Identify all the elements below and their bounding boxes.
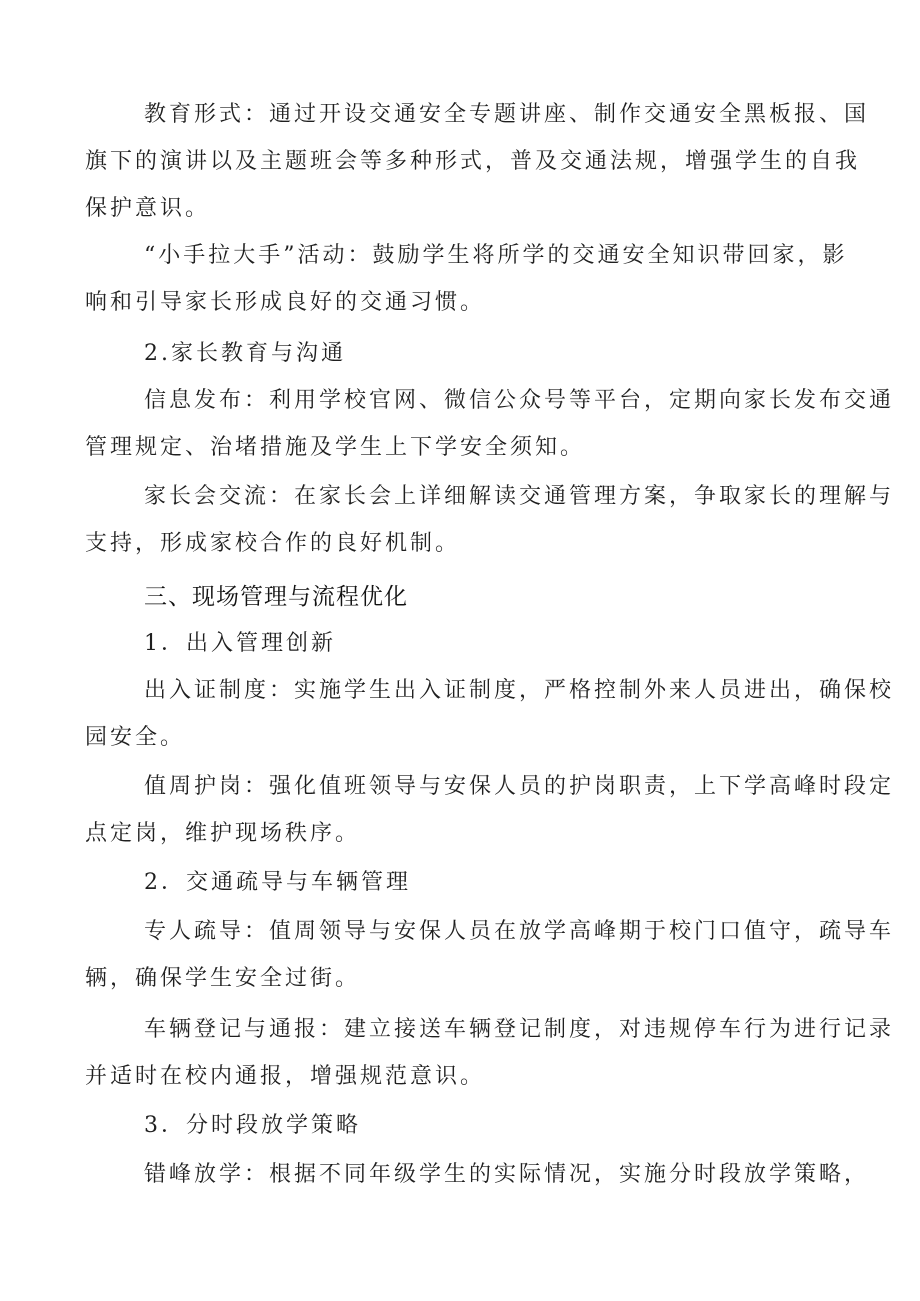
subsection-title-traffic-guidance: 2．交通疏导与车辆管理 (144, 870, 411, 895)
paragraph-dedicated-guidance-line-2: 辆，确保学生安全过街。 (85, 966, 361, 991)
paragraph-duty-guard-line-1: 值周护岗：强化值班领导与安保人员的护岗职责，上下学高峰时段定 (144, 774, 895, 799)
subsection-title-parent-education: 2.家长教育与沟通 (144, 341, 346, 366)
paragraph-access-pass-line-1: 出入证制度：实施学生出入证制度，严格控制外来人员进出，确保校 (144, 678, 895, 703)
paragraph-duty-guard-line-2: 点定岗，维护现场秩序。 (85, 821, 361, 846)
paragraph-education-form-line-2: 旗下的演讲以及主题班会等多种形式，普及交通法规，增强学生的自我 (85, 149, 861, 174)
paragraph-info-release-line-1: 信息发布：利用学校官网、微信公众号等平台，定期向家长发布交通 (144, 388, 895, 413)
paragraph-parent-meeting-line-2: 支持，形成家校合作的良好机制。 (85, 531, 461, 556)
section-heading-onsite-management: 三、现场管理与流程优化 (144, 584, 408, 610)
paragraph-education-form-line-1: 教育形式：通过开设交通安全专题讲座、制作交通安全黑板报、国 (144, 102, 870, 127)
paragraph-staggered-dismissal-line-1: 错峰放学：根据不同年级学生的实际情况，实施分时段放学策略， (144, 1162, 870, 1187)
subsection-title-access-management: 1．出入管理创新 (144, 631, 336, 656)
paragraph-small-hands-line-2: 响和引导家长形成良好的交通习惯。 (85, 290, 486, 315)
paragraph-parent-meeting-line-1: 家长会交流：在家长会上详细解读交通管理方案，争取家长的理解与 (144, 484, 895, 509)
paragraph-education-form-line-3: 保护意识。 (85, 196, 211, 221)
paragraph-access-pass-line-2: 园安全。 (85, 725, 186, 750)
paragraph-small-hands-line-1: “小手拉大手”活动：鼓励学生将所学的交通安全知识带回家，影 (144, 243, 848, 268)
paragraph-vehicle-registration-line-1: 车辆登记与通报：建立接送车辆登记制度，对违规停车行为进行记录 (144, 1017, 895, 1042)
paragraph-info-release-line-2: 管理规定、治堵措施及学生上下学安全须知。 (85, 435, 586, 460)
paragraph-vehicle-registration-line-2: 并适时在校内通报，增强规范意识。 (85, 1064, 486, 1089)
paragraph-dedicated-guidance-line-1: 专人疏导：值周领导与安保人员在放学高峰期于校门口值守，疏导车 (144, 919, 895, 944)
subsection-title-staggered-dismissal: 3．分时段放学策略 (144, 1113, 361, 1138)
